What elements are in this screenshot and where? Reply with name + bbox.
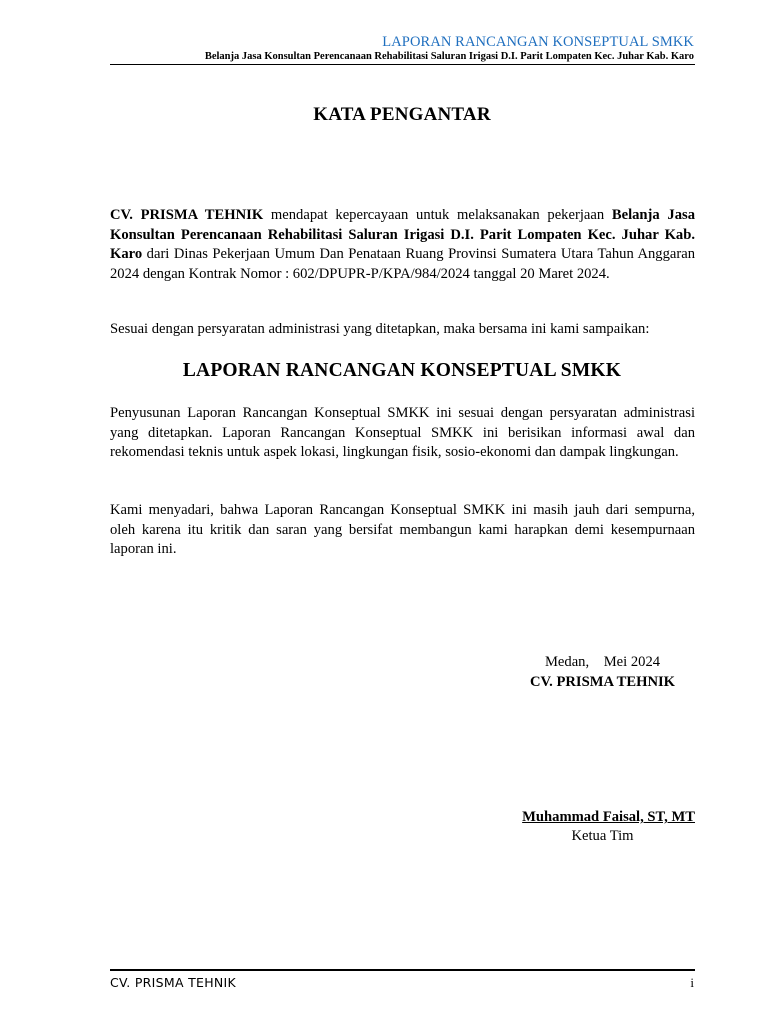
signature-place-date: Medan, Mei 2024 xyxy=(544,654,661,670)
body-paragraph-1: Penyusunan Laporan Rancangan Konseptual SMKK ini sesuai dengan persyaratan administrasi yang ditetapkan. Laporan Rancangan Konseptual SMKK ini berisikan informasi awal dan rekomendasi teknis untuk aspek lokasi, lingkungan fisik, sosio-ekonomi dan dampak lingkungan. xyxy=(110,405,695,460)
submission-paragraph: Sesuai dengan persyaratan administrasi yang ditetapkan, maka bersama ini kami sampaikan: xyxy=(110,321,650,337)
header-divider xyxy=(110,64,695,65)
intro-text-1: mendapat kepercayaan untuk melaksanakan pekerjaan xyxy=(263,207,612,223)
signer-name: Muhammad Faisal, ST, MT xyxy=(522,809,695,825)
intro-project: Belanja Jasa Konsultan Perencanaan Rehabilitasi Saluran Irigasi D.I. Parit Lompaten Kec. Juhar Kab. Karo xyxy=(110,207,695,262)
intro-company: CV. PRISMA TEHNIK xyxy=(110,207,264,223)
intro-text-2: dari Dinas Pekerjaan Umum Dan Penataan Ruang Provinsi Sumatera Utara Tahun Anggaran 2024 dengan Kontrak Nomor : 602/DPUPR-P/KPA/984/2024 tanggal 20 Maret 2024. xyxy=(110,246,695,282)
header-subtitle: Belanja Jasa Konsultan Perencanaan Rehabilitasi Saluran Irigasi D.I. Parit Lompaten Kec. Juhar Kab. Karo xyxy=(204,51,694,62)
signature-company: CV. PRISMA TEHNIK xyxy=(529,674,676,690)
footer-company: CV. PRISMA TEHNIK xyxy=(110,975,237,990)
footer-divider xyxy=(110,969,695,971)
header-title: LAPORAN RANCANGAN KONSEPTUAL SMKK xyxy=(382,34,694,50)
report-title: LAPORAN RANCANGAN KONSEPTUAL SMKK xyxy=(182,360,622,381)
intro-paragraph xyxy=(110,206,695,284)
page-number: i xyxy=(690,975,694,990)
signer-role: Ketua Tim xyxy=(571,828,634,844)
body-paragraph-2: Kami menyadari, bahwa Laporan Rancangan Konseptual SMKK ini masih jauh dari sempurna, oleh karena itu kritik dan saran yang bersifat membangun kami harapkan demi kesempurnaan laporan ini. xyxy=(110,502,695,557)
page-heading: KATA PENGANTAR xyxy=(313,104,491,125)
